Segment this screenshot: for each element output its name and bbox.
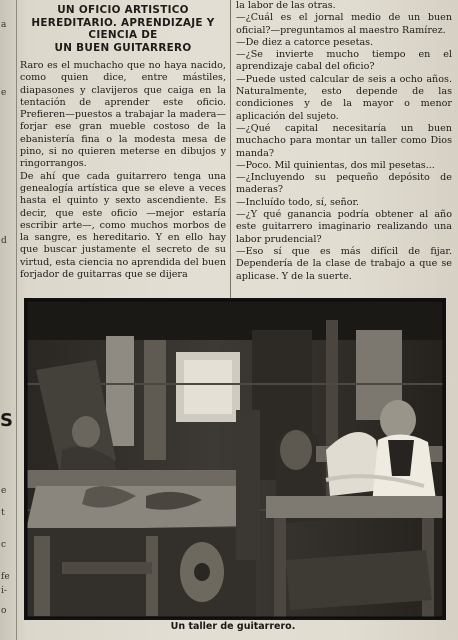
left-column: [20, 0, 226, 281]
article-headline: UN OFICIO ARTISTICO HEREDITARIO. APRENDIZAJE Y CIENCIA DE UN BUEN GUITARRERO: [31, 4, 215, 54]
photo-caption: Un taller de guitarrero.: [170, 621, 296, 632]
edge-fragment: a: [1, 20, 7, 30]
edge-fragment: fe: [1, 572, 10, 582]
edge-letter: S: [0, 410, 13, 431]
right-column-text: la labor de las otras. —¿Cuál es el jornal medio de un buen oficial?—preguntamos al maestro Ramírez. —De diez a catorce pesetas. —¿Se invierte mucho tiempo en el aprendizaje cabal del oficio? —Puede usted calcular de seis a ocho años. Naturalmente, esto depende de las condiciones y de la mayor o menor aplicación del sujeto. —¿Qué capital necesitaría un buen muchacho para montar un taller como Dios manda? —Poco. Mil quinientas, dos mil pesetas... —¿Incluyendo su pequeño depósito de maderas? —Incluído todo, sí, señor. —¿Y qué ganancia podría obtener al año este guitarrero imaginario realizando una labor prudencial? —Eso sí que es más difícil de fijar. Dependería de la clase de trabajo a que se aplicase. Y de la suerte.: [236, 0, 452, 282]
edge-fragment: i-: [1, 586, 7, 596]
edge-fragment: e: [1, 88, 7, 98]
edge-fragment: d: [1, 236, 7, 246]
workshop-photo-illustration: [26, 300, 444, 618]
workshop-photo: [24, 298, 446, 620]
edge-fragment: c: [1, 540, 7, 550]
column-divider: [230, 0, 231, 298]
edge-fragment: o: [1, 606, 7, 616]
edge-fragment: e: [1, 486, 7, 496]
left-column-text: Raro es el muchacho que no haya nacido, como quien dice, entre mástiles, diapasones y clavijeros que caiga en la tentación de aprender este oficio. Prefieren—puestos a trabajar la madera—forjar ese gran mueble costoso de la ebanistería fina o la modesta mesa de pino, si no quieren meterse en dibujos y ringorrangos. De ahí que cada guitarrero tenga una genealogía artística que se eleve a veces hasta el quinto y sexto ascendiente. Es decir, que este oficio —mejor estaría escribir arte—, como muchos morbos de la sangre, es hereditario. Y en ello hay que buscar justamente el secreto de su virtud, esta ciencia no aprendida del buen forjador de guitarras que se dijera: [20, 60, 226, 281]
adjacent-column-edge: [0, 0, 17, 640]
right-column: [236, 0, 452, 283]
edge-fragment: t: [1, 508, 5, 518]
